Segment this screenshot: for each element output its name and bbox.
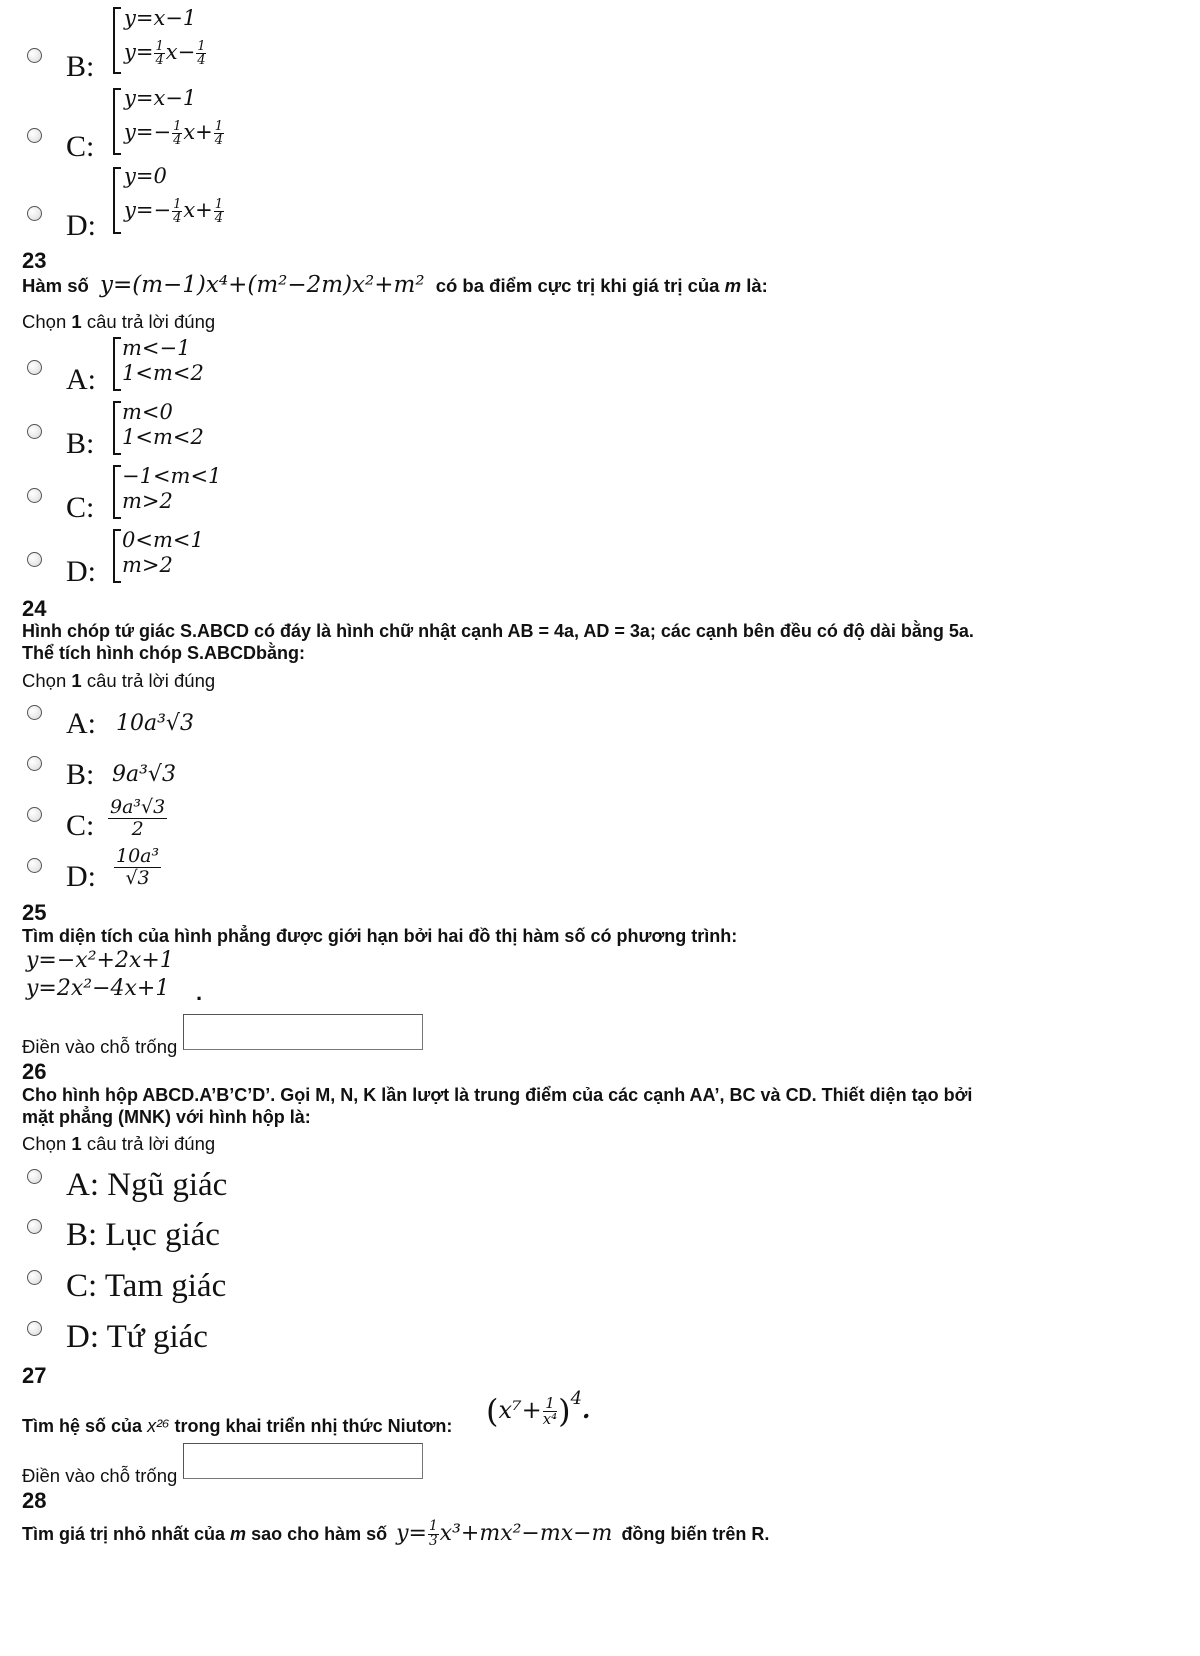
question-text-line-1: Hình chóp tứ giác S.ABCD có đáy là hình chữ nhật cạnh AB = 4a, AD = 3a; các cạnh bên đều có độ dài bằng 5a. xyxy=(22,621,974,641)
period: . xyxy=(196,980,203,1005)
question-text-line-1: Cho hình hộp ABCD.A’B’C’D’. Gọi M, N, K lần lượt là trung điểm của các cạnh AA’, BC và CD. Thiết diện tạo bởi xyxy=(22,1085,973,1105)
fill-label: Điền vào chỗ trống xyxy=(22,1465,178,1486)
instruction: Chọn 1 câu trả lời đúng xyxy=(22,1133,216,1154)
system-line: y=− $\frac{1}{4}$ x+ $\frac{1}{4}$ xyxy=(124,197,224,227)
q22-radio-d[interactable] xyxy=(27,206,42,221)
question-number: 25 xyxy=(22,900,47,925)
option-text: D: Tứ giác xyxy=(66,1319,208,1355)
q23-radio-c[interactable] xyxy=(27,488,42,503)
q24-radio-c[interactable] xyxy=(27,807,42,822)
system-line: y=x−1 xyxy=(124,6,197,30)
q23-radio-b[interactable] xyxy=(27,424,42,439)
system-line: m<0 xyxy=(122,400,173,424)
option-letter: D: xyxy=(66,860,96,893)
option-letter: B: xyxy=(66,427,95,460)
q26-radio-c[interactable] xyxy=(27,1270,42,1285)
question-number: 26 xyxy=(22,1059,47,1084)
system-line: m>2 xyxy=(122,553,173,577)
equation-1: y=−x²+2x+1 xyxy=(26,948,174,973)
option-letter: C: xyxy=(66,130,95,163)
option-letter: A: xyxy=(66,707,96,740)
q23-radio-d[interactable] xyxy=(27,552,42,567)
system-line: y= $\frac{1}{4}$ x− $\frac{1}{4}$ xyxy=(124,39,206,69)
question-text-line-2: mặt phẳng (MNK) với hình hộp là: xyxy=(22,1107,311,1127)
instruction: Chọn 1 câu trả lời đúng xyxy=(22,311,216,332)
equation-2: y=2x²−4x+1 xyxy=(26,976,170,1001)
question-number: 28 xyxy=(22,1488,47,1513)
system-brace xyxy=(113,7,121,74)
system-line: y=0 xyxy=(124,164,167,188)
system-brace xyxy=(113,465,121,519)
q26-radio-b[interactable] xyxy=(27,1219,42,1234)
option-letter: D: xyxy=(66,555,96,588)
system-line: 1<m<2 xyxy=(122,425,204,449)
option-text: A: Ngũ giác xyxy=(66,1167,228,1203)
system-line: 1<m<2 xyxy=(122,361,204,385)
system-brace xyxy=(113,337,121,391)
system-line: y=− $\frac{1}{4}$ x+ $\frac{1}{4}$ xyxy=(124,119,224,149)
instruction: Chọn 1 câu trả lời đúng xyxy=(22,670,216,691)
system-line: −1<m<1 xyxy=(122,464,222,488)
q24-radio-d[interactable] xyxy=(27,858,42,873)
option-letter: B: xyxy=(66,50,95,83)
question-text-line-2: Thể tích hình chóp S.ABCDbằng: xyxy=(22,643,305,663)
option-letter: C: xyxy=(66,809,95,842)
x26-term: x²⁶ xyxy=(147,1416,170,1436)
formula: y= $\frac{1}{3}$ x³+mx²−mx−m xyxy=(396,1518,613,1549)
option-value: 9a³√3 xyxy=(112,762,176,787)
option-value: 10a³√3 xyxy=(116,711,194,736)
system-line: y=x−1 xyxy=(124,86,197,110)
option-letter: B: xyxy=(66,758,95,791)
option-letter: D: xyxy=(66,209,96,242)
system-line: 0<m<1 xyxy=(122,528,204,552)
option-text: C: Tam giác xyxy=(66,1268,227,1304)
system-brace xyxy=(113,401,121,455)
question-text: Tìm hệ số của x²⁶ trong khai triển nhị thức Niutơn: xyxy=(22,1416,453,1436)
system-brace xyxy=(113,529,121,583)
option-fraction: 9a³√3 2 xyxy=(110,796,166,840)
q26-radio-a[interactable] xyxy=(27,1169,42,1184)
q26-radio-d[interactable] xyxy=(27,1321,42,1336)
q24-radio-b[interactable] xyxy=(27,756,42,771)
question-number: 24 xyxy=(22,596,47,621)
q23-radio-a[interactable] xyxy=(27,360,42,375)
option-fraction: 10a³ √3 xyxy=(116,845,160,889)
formula: y=(m−1)x⁴+(m²−2m)x²+m² xyxy=(99,272,425,298)
question-number: 23 xyxy=(22,248,47,273)
system-line: m>2 xyxy=(122,489,173,513)
q22-radio-c[interactable] xyxy=(27,128,42,143)
option-letter: C: xyxy=(66,491,95,524)
system-line: m<−1 xyxy=(122,336,191,360)
fill-label: Điền vào chỗ trống xyxy=(22,1036,178,1057)
system-brace xyxy=(113,167,121,234)
question-text: Hàm số y=(m−1)x⁴+(m²−2m)x²+m² có ba điểm cực trị khi giá trị của m là: xyxy=(22,272,768,298)
system-brace xyxy=(113,88,121,155)
question-number: 27 xyxy=(22,1363,47,1388)
q22-radio-b[interactable] xyxy=(27,48,42,63)
q24-radio-a[interactable] xyxy=(27,705,42,720)
question-text: Tìm giá trị nhỏ nhất của m sao cho hàm số y= $\frac{1}{3}$ x³+mx²−mx−m đồng biến trên R. xyxy=(22,1518,770,1549)
answer-input[interactable] xyxy=(183,1014,423,1050)
binomial-expression: (x⁷+ $\frac{1}{\text{x⁴}}$ )$^4$. xyxy=(486,1388,591,1430)
option-letter: A: xyxy=(66,363,96,396)
option-text: B: Lục giác xyxy=(66,1217,220,1253)
question-text: Tìm diện tích của hình phẳng được giới hạn bởi hai đồ thị hàm số có phương trình: xyxy=(22,926,738,946)
answer-input[interactable] xyxy=(183,1443,423,1479)
